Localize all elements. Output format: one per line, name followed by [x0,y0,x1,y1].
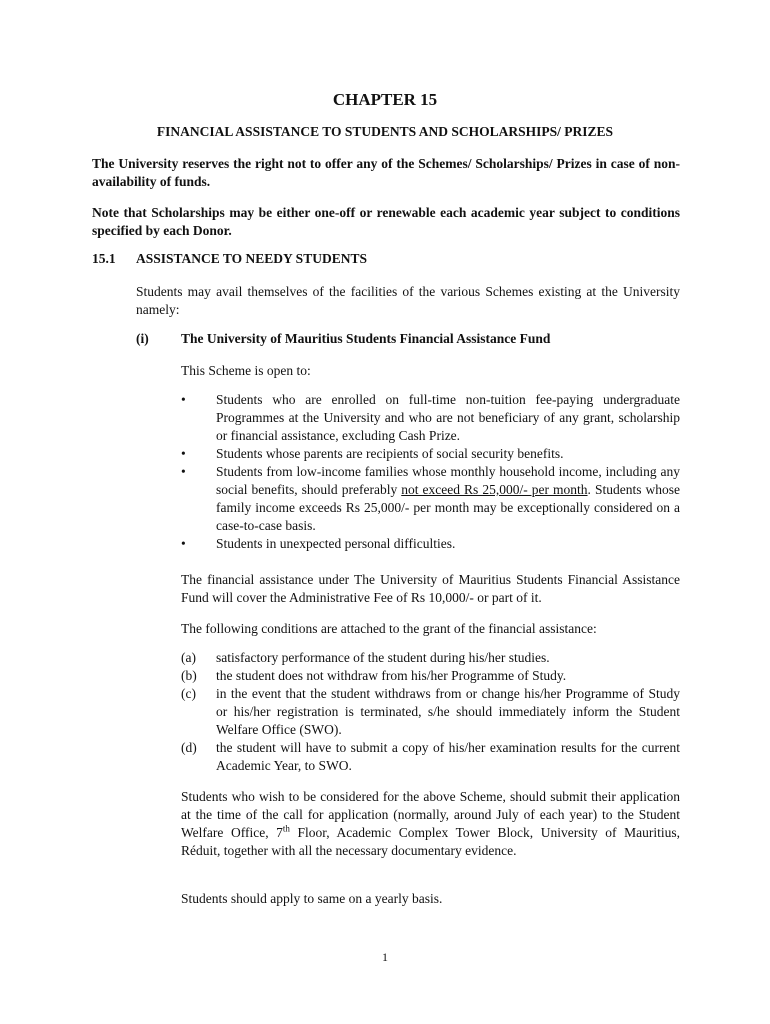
funding-notice: The University reserves the right not to offer any of the Schemes/ Scholarships/ Prizes in case of non-availability of funds. [92,156,680,189]
condition-text: the student does not withdraw from his/her Programme of Study. [216,668,567,683]
condition-label: (b) [181,668,197,683]
list-item [181,667,680,685]
coverage-paragraph: The financial assistance under The University of Mauritius Students Financial Assistance Fund will cover the Administrative Fee of Rs 10,000/- or part of it. [181,572,680,605]
application-paragraph: Students who wish to be considered for the above Scheme, should submit their application at the time of the call for application (normally, around July of each year) to the Student Welfare Office, 7th Floor, Academic Complex Tower Block, University of Mauritius, Réduit, together with all the necessary documentary evidence. [181,789,680,858]
section-title: ASSISTANCE TO NEEDY STUDENTS [136,251,367,266]
condition-label: (c) [181,686,196,701]
scheme-open-to: This Scheme is open to: [181,363,311,378]
condition-label: (d) [181,740,197,755]
chapter-subtitle: FINANCIAL ASSISTANCE TO STUDENTS AND SCHOLARSHIPS/ PRIZES [156,124,614,139]
list-item [181,685,680,739]
condition-text: in the event that the student withdraws from or change his/her Programme of Study or his/her registration is terminated, s/he should immediately inform the Student Welfare Office (SWO). [216,686,680,737]
list-item: • Students who are enrolled on full-time non-tuition fee-paying undergraduate Programmes at the University and who are not beneficiary of any grant, scholarship or financial assistance, excluding Cash Prize. [181,392,680,443]
condition-text: satisfactory performance of the student during his/her studies. [216,650,550,665]
eligibility-list [181,391,680,553]
conditions-intro: The following conditions are attached to the grant of the financial assistance: [181,621,597,636]
bullet-icon: • [181,464,186,479]
list-item: • Students whose parents are recipients of social security benefits. [181,446,564,461]
yearly-application-note: Students should apply to same on a yearly basis. [181,891,443,906]
conditions-list [181,649,680,775]
list-item: • Students in unexpected personal difficulties. [181,536,456,551]
list-item [181,739,680,775]
page-number: 1 [382,950,388,964]
list-item: • Students from low-income families whose monthly household income, including any social benefits, should preferably not exceed Rs 25,000/- per month. Students whose family income exceeds Rs 25,000/- per month may be exceptionally considered on a case-to-case basis. [181,464,680,533]
condition-text: the student will have to submit a copy of his/her examination results for the current Academic Year, to SWO. [216,740,680,773]
subsection-title: The University of Mauritius Students Financial Assistance Fund [181,331,551,346]
section-intro: Students may avail themselves of the facilities of the various Schemes existing at the University namely: [136,284,680,317]
chapter-heading: CHAPTER 15 [332,90,438,109]
condition-label: (a) [181,650,196,665]
bullet-icon: • [181,392,186,407]
scholarship-note: Note that Scholarships may be either one-off or renewable each academic year subject to conditions specified by each Donor. [92,205,680,238]
bullet-icon: • [181,446,186,461]
list-item [181,649,680,667]
section-number: 15.1 [92,251,116,266]
subsection-number: (i) [136,331,149,346]
bullet-icon: • [181,536,186,551]
income-limit-underlined: not exceed Rs 25,000/- per month [401,482,588,497]
